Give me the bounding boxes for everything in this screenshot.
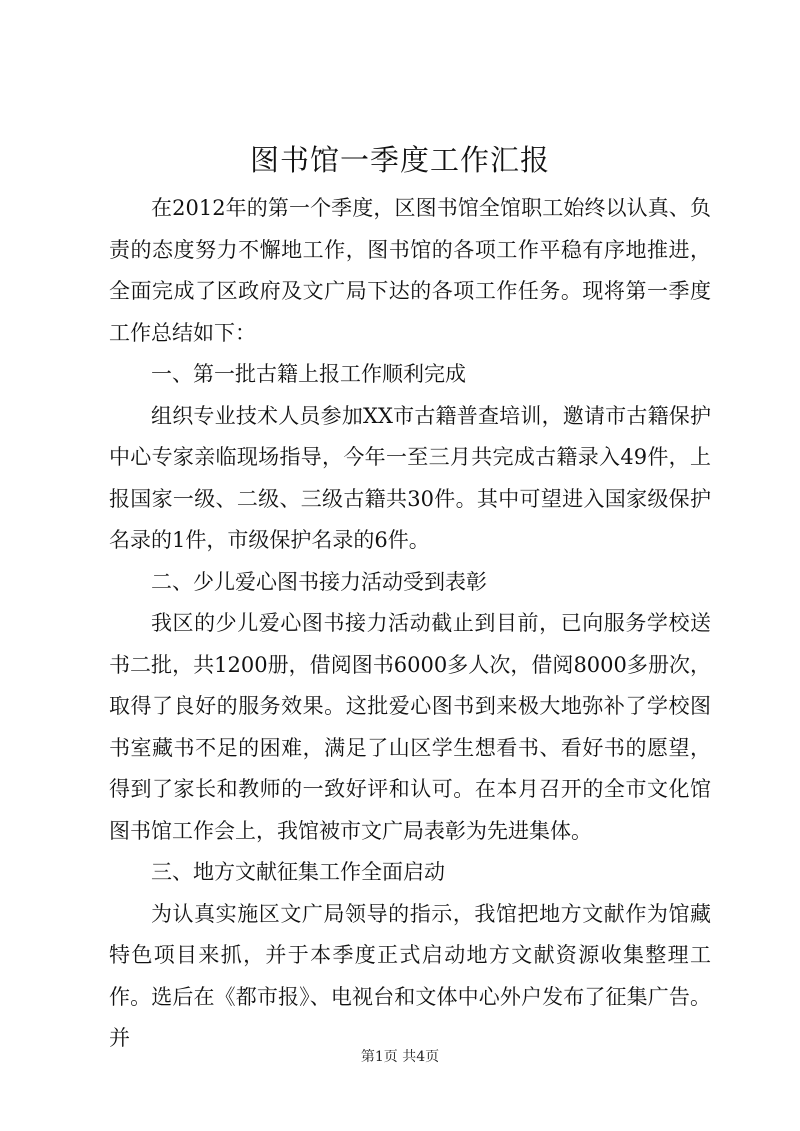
section-heading-2: 二、少儿爱心图书接力活动受到表彰 [151, 569, 487, 594]
section-heading-3: 三、地方文献征集工作全面启动 [151, 860, 445, 884]
section-1-paragraph: 组织专业技术人员参加XX市古籍普查培训，邀请市古籍保护中心专家亲临现场指导，今年一至三月共完成古籍录入49件，上报国家一级、二级、三级古籍共30件。其中可望进入国家级保护名录的1件，市级保护名录的6件。 [109, 403, 711, 552]
document-body [109, 188, 711, 1060]
page-footer: 第1页 共4页 [360, 1049, 440, 1065]
section-3-paragraph: 为认真实施区文广局领导的指示，我馆把地方文献作为馆藏特色项目来抓，并于本季度正式启动地方文献资源收集整理工作。选后在《都市报》、电视台和文体中心外户发布了征集广告。并 [109, 901, 711, 1050]
section-2-paragraph: 我区的少儿爱心图书接力活动截止到目前，已向服务学校送书二批，共1200册，借阅图书6000多人次，借阅8000多册次，取得了良好的服务效果。这批爱心图书到来极大地弥补了学校图书室藏书不足的困难，满足了山区学生想看书、看好书的愿望，得到了家长和教师的一致好评和认可。在本月召开的全市文化馆图书馆工作会上，我馆被市文广局表彰为先进集体。 [109, 611, 711, 843]
document-title: 图书馆一季度工作汇报 [249, 143, 550, 177]
intro-paragraph: 在2012年的第一个季度，区图书馆全馆职工始终以认真、负责的态度努力不懈地工作，图书馆的各项工作平稳有序地推进，全面完成了区政府及文广局下达的各项工作任务。现将第一季度工作总结如下： [109, 196, 711, 345]
section-heading-1: 一、第一批古籍上报工作顺利完成 [151, 362, 466, 386]
